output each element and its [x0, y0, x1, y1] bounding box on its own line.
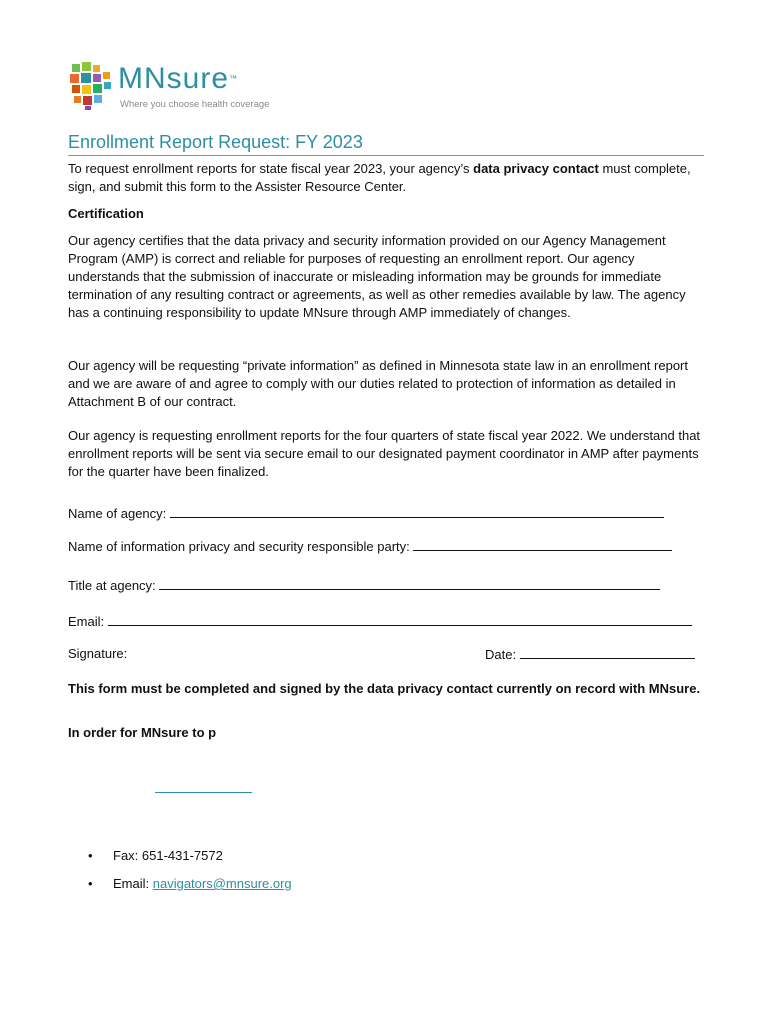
email-link[interactable]: navigators@mnsure.org: [152, 876, 292, 891]
logo-word-sure: sure: [166, 62, 230, 95]
email-blank[interactable]: [108, 613, 692, 626]
date-label: Date:: [485, 647, 517, 662]
intro-paragraph: [68, 160, 708, 196]
logo-mosaic-icon: [70, 62, 114, 110]
logo-word-mn: MN: [118, 62, 167, 95]
title-at-agency-label: Title at agency:: [68, 578, 156, 593]
date-field[interactable]: [485, 646, 695, 662]
signature-label: Signature:: [68, 646, 128, 661]
fax-text: Fax: 651-431-7572: [113, 848, 223, 863]
privacy-party-label: Name of information privacy and security responsible party:: [68, 539, 410, 554]
logo-tagline: Where you choose health coverage: [120, 99, 270, 110]
certification-paragraph-1: Our agency certifies that the data privacy and security information provided on our Agency Management Program (AMP) is correct and reliable for purposes of requesting an enrollment report. Our agency understands that the submission of inaccurate or misleading information may be grounds for immediate termination of any resulting contract or agreements, as well as other remedies available by law. The agency has a continuing responsibility to update MNsure through AMP immediately of changes.: [68, 233, 686, 320]
contact-email: [88, 875, 292, 893]
title-at-agency-field[interactable]: [68, 577, 708, 595]
truncated-instruction: In order for MNsure to p: [68, 725, 217, 740]
trademark-mark: ™: [229, 74, 239, 83]
agency-name-blank[interactable]: [170, 505, 664, 518]
certification-heading: Certification: [68, 206, 144, 221]
contact-fax: [88, 847, 292, 865]
logo-wordmark: [118, 62, 238, 96]
redacted-underline: [155, 792, 252, 793]
certification-paragraph-2: Our agency will be requesting “private information” as defined in Minnesota state law in an enrollment report and we are aware of and agree to comply with our duties related to protection of information as detailed in Attachment B of our contract.: [68, 358, 688, 409]
agency-name-field[interactable]: [68, 505, 708, 523]
mnsure-logo: [70, 58, 290, 114]
agency-name-label: Name of agency:: [68, 506, 167, 521]
bullet-icon: •: [88, 876, 93, 891]
email-field[interactable]: [68, 613, 708, 631]
bullet-icon: •: [88, 848, 93, 863]
title-at-agency-blank[interactable]: [159, 577, 660, 590]
privacy-party-blank[interactable]: [413, 538, 672, 551]
page-title: Enrollment Report Request: FY 2023: [68, 131, 704, 156]
footer-note: This form must be completed and signed by the data privacy contact currently on record with MNsure.: [68, 681, 701, 696]
email-contact-label: Email:: [113, 876, 153, 891]
contact-list: [88, 847, 292, 903]
certification-paragraph-3: Our agency is requesting enrollment reports for the four quarters of state fiscal year 2022. We understand that enrollment reports will be sent via secure email to our designated payment coordinator in AMP after payments for the quarter have been finalized.: [68, 428, 701, 479]
email-label: Email:: [68, 614, 105, 629]
intro-bold: data privacy contact: [473, 161, 599, 176]
date-blank[interactable]: [520, 646, 695, 659]
privacy-party-field[interactable]: [68, 538, 708, 556]
intro-text-1: To request enrollment reports for state fiscal year 2023, your agency’s: [68, 161, 474, 176]
intro-text-2: must complete, sign, and submit this form to the Assister Resource Center.: [68, 161, 691, 194]
